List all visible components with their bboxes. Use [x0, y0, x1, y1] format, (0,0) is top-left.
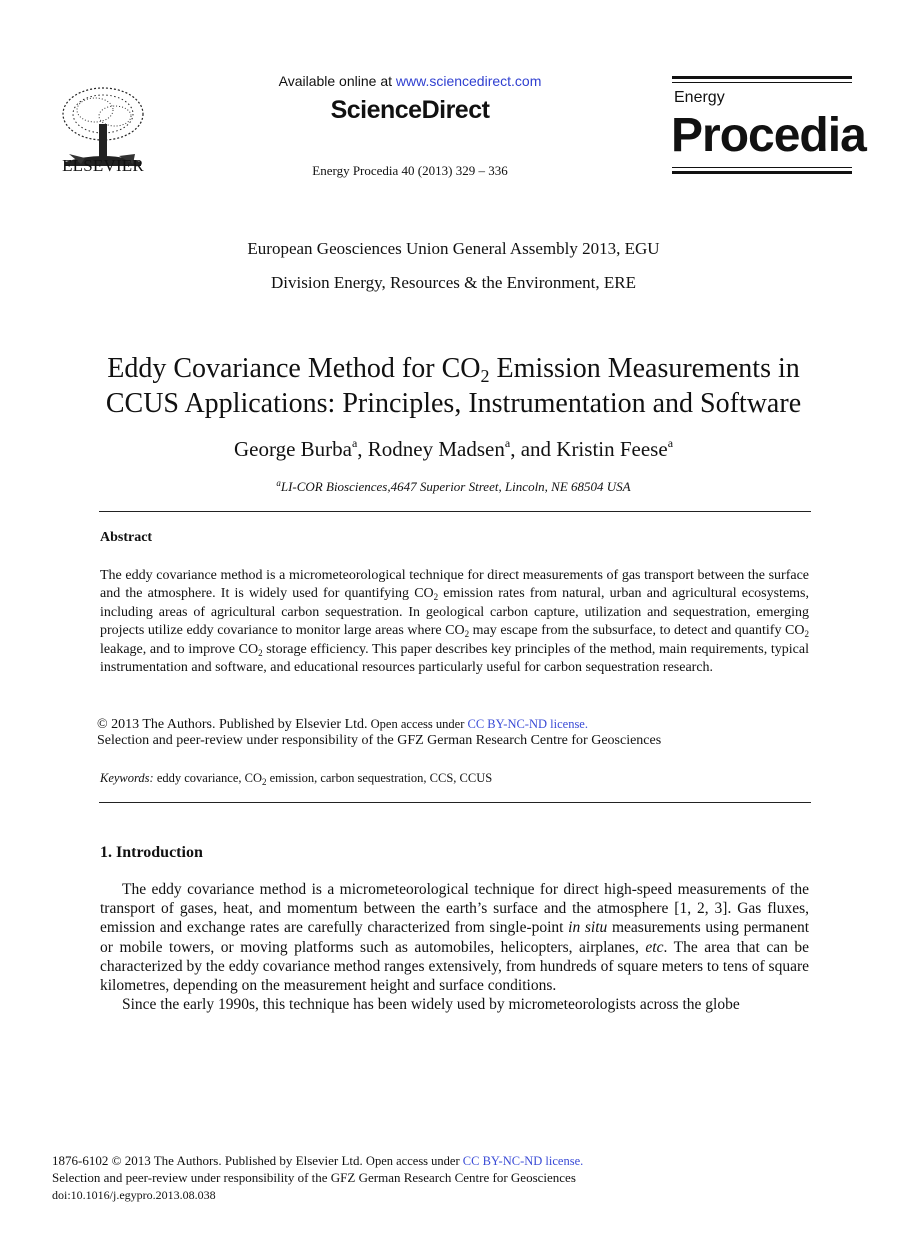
available-prefix: Available online at — [278, 73, 396, 89]
journal-logo-rule — [672, 82, 852, 83]
section-heading: 1. Introduction — [100, 844, 203, 861]
peer-review-line: Selection and peer-review under responsibility of the GFZ German Research Centre for Geosciences — [97, 733, 662, 748]
journal-logo-rule — [672, 76, 852, 79]
title-line-2: CCUS Applications: Principles, Instrumentation and Software — [105, 388, 802, 419]
affiliation-text: LI-COR Biosciences,4647 Superior Street, Lincoln, NE 68504 USA — [280, 479, 631, 494]
footer-peer-review: Selection and peer-review under responsibility of the GFZ German Research Centre for Geosciences — [52, 1170, 576, 1185]
subscript: 2 — [433, 592, 439, 603]
title-subscript: 2 — [480, 366, 490, 386]
issn: 1876-6102 — [52, 1153, 109, 1168]
intro-text: The eddy covariance method is a micrometeorological technique for direct high-speed measurements of the transport of gases, heat, and momentum between the earth’s surface and the atmosphere [1, 2, 3]. Gas fluxes, emission and exchange rates are carefully characterized from single-point — [100, 881, 809, 937]
footer-copyright — [52, 1153, 583, 1169]
available-online-line — [230, 73, 590, 89]
open-access-text: Open access under — [362, 1154, 463, 1168]
copyright-text: © 2013 The Authors. Published by Elsevier Ltd. — [97, 717, 368, 732]
journal-logo-big: Procedia — [671, 109, 866, 162]
intro-text: . The area that can be characterized by the eddy covariance method ranges extensively, from hundreds of square meters to tens of square kilometres, depending on the measurement height and surface conditions. — [100, 938, 810, 995]
intro-paragraph-2: Since the early 1990s, this technique has been widely used by micrometeorologists across the globe — [122, 996, 740, 1014]
intro-body — [100, 880, 809, 1014]
author-1: George Burba — [233, 437, 352, 461]
affiliation-mark: a — [667, 436, 674, 450]
affiliation-mark: a — [276, 478, 281, 488]
affiliation — [0, 479, 907, 495]
sciencedirect-link[interactable]: www.sciencedirect.com — [395, 73, 542, 89]
intro-paragraph-1 — [100, 880, 809, 995]
author-3: , and Kristin Feese — [510, 437, 668, 461]
keywords — [100, 771, 492, 786]
keywords-text: eddy covariance, CO — [153, 771, 262, 785]
subscript: 2 — [262, 777, 267, 787]
title-part-2: Emission Measurements in — [489, 353, 800, 384]
abstract-body — [100, 567, 809, 677]
subscript: 2 — [464, 629, 470, 640]
subscript: 2 — [804, 629, 809, 640]
footer-text: © 2013 The Authors. Published by Elsevier Ltd. — [108, 1153, 363, 1168]
keywords-text: emission, carbon sequestration, CCS, CCUS — [266, 771, 493, 785]
journal-logo-rule — [672, 167, 852, 168]
intro-emphasis: in situ — [568, 919, 608, 937]
abstract-text: emission rates from natural, urban and agricultural ecosystems, including areas of agricultural carbon sequestration. In geological carbon capture, utilization and sequestration, emerging projects utilize eddy covariance to monitor large areas where CO — [100, 586, 810, 639]
affiliation-mark: a — [351, 436, 358, 450]
author-list — [0, 437, 907, 462]
conference-line: European Geosciences Union General Assembly 2013, EGU — [247, 239, 660, 258]
affiliation-mark: a — [504, 436, 511, 450]
journal-logo-rule — [672, 171, 852, 174]
abstract-text: may escape from the subsurface, to detect and quantify CO — [469, 623, 805, 639]
publisher-logo-text: ELSEVIER — [62, 156, 144, 175]
copyright-line — [97, 717, 588, 733]
divider — [99, 802, 811, 803]
intro-text: measurements using permanent or mobile towers, or moving platforms such as automobiles, helicopters, airplanes, — [100, 919, 809, 956]
author-2: , Rodney Madsen — [357, 437, 505, 461]
open-access-text: Open access under — [367, 717, 468, 731]
abstract-heading: Abstract — [100, 530, 153, 545]
intro-emphasis: etc — [645, 938, 664, 956]
abstract-text: leakage, and to improve CO — [100, 641, 259, 657]
keywords-label: Keywords: — [100, 771, 154, 785]
divider — [99, 511, 811, 512]
division-line: Division Energy, Resources & the Environment, ERE — [271, 273, 636, 292]
journal-reference: Energy Procedia 40 (2013) 329 – 336 — [312, 163, 508, 178]
doi[interactable]: doi:10.1016/j.egypro.2013.08.038 — [52, 1188, 216, 1202]
license-link[interactable]: CC BY-NC-ND license. — [467, 717, 588, 731]
paper-title — [60, 351, 847, 421]
platform-name: ScienceDirect — [330, 96, 490, 124]
abstract-text: storage efficiency. This paper describes key principles of the method, main requirements, typical instrumentation and software, and educational resources particularly useful for carbon sequestration research. — [100, 641, 809, 676]
abstract-text: The eddy covariance method is a micrometeorological technique for direct measurements of gas transport between the surface and the atmosphere. It is widely used for quantifying CO — [100, 568, 809, 602]
subscript: 2 — [258, 647, 263, 658]
title-part-1: Eddy Covariance Method for CO — [107, 353, 481, 384]
license-link[interactable]: CC BY-NC-ND license. — [462, 1154, 584, 1168]
journal-logo-small: Energy — [674, 89, 725, 106]
